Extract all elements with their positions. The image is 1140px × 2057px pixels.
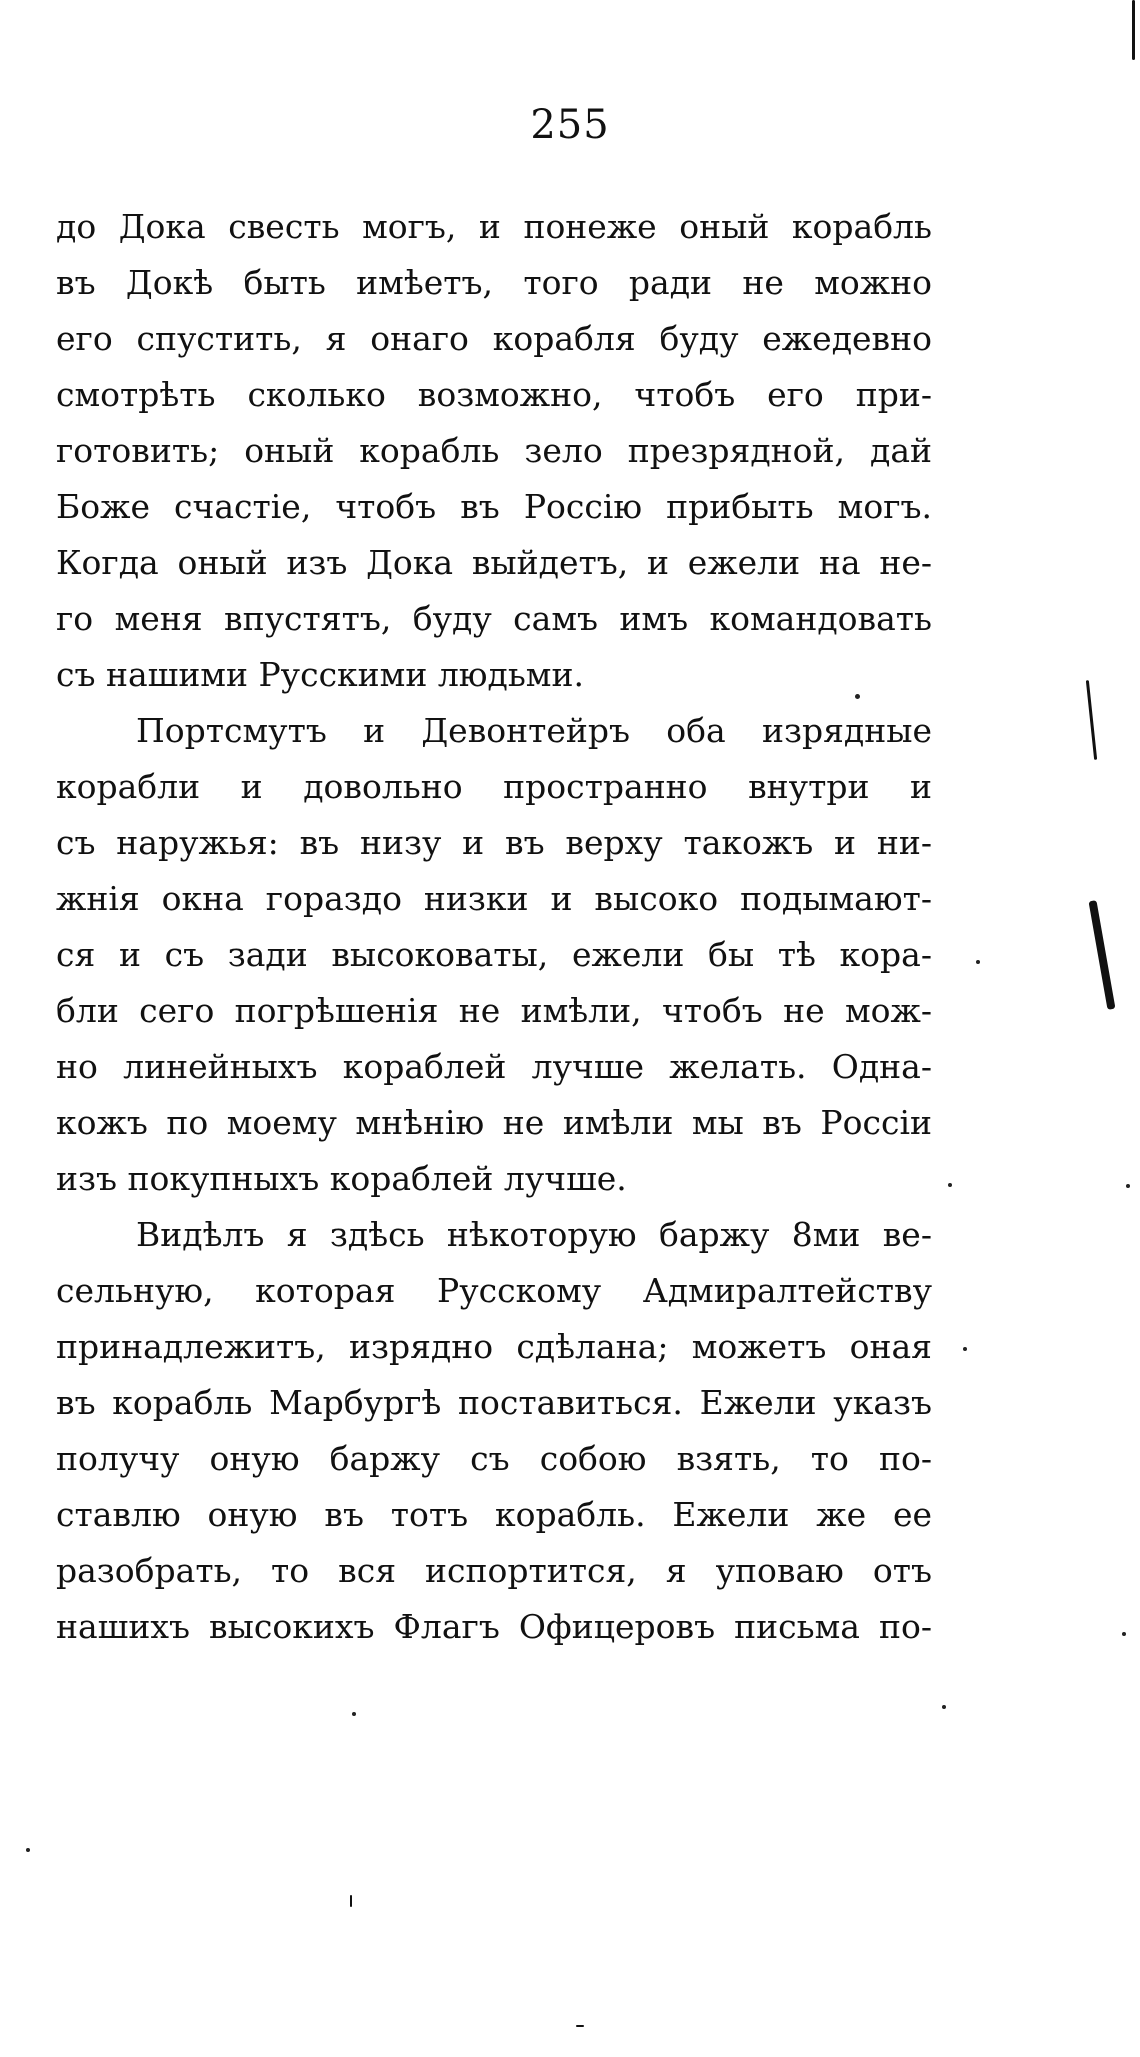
text-line: но линейныхъ кораблей лучше желать. Одна- [56,1047,932,1086]
text-line: получу оную баржу съ собою взять, то по- [56,1439,932,1478]
text-line: бли сего погрѣшенія не имѣли, чтобъ не мож- [56,991,932,1030]
text-line: съ нашими Русскими людьми. [56,655,584,694]
scan-speck [1122,1632,1126,1636]
scan-speck [26,1848,30,1852]
paragraph-1 [56,199,932,703]
scan-speck [576,2025,584,2027]
text-line: ставлю оную въ тотъ корабль. Ежели же ее [56,1495,932,1534]
page-number: 255 [530,102,610,148]
text-line: корабли и довольно пространно внутри и [56,767,932,806]
scan-speck [350,1895,352,1907]
scan-edge-mark [1086,680,1097,760]
scan-edge-mark [1089,900,1116,1010]
text-line: Видѣлъ я здѣсь нѣкоторую баржу 8ми ве- [136,1215,932,1254]
scan-speck [855,694,860,699]
text-line: смотрѣть сколько возможно, чтобъ его при- [56,375,932,414]
scan-speck [948,1183,952,1187]
text-line: нашихъ высокихъ Флагъ Офицеровъ письма по- [56,1607,932,1646]
paragraph-2 [56,703,932,1207]
scan-speck [976,960,980,964]
text-line: до Дока свесть могъ, и понеже оный корабль [56,207,932,246]
scan-speck [352,1712,356,1716]
text-line: въ корабль Марбургѣ поставиться. Ежели указъ [56,1383,932,1422]
text-line: разобрать, то вся испортится, я уповаю отъ [56,1551,932,1590]
text-line: изъ покупныхъ кораблей лучше. [56,1159,627,1198]
paragraph-3 [56,1207,932,1655]
text-line: Боже счастіе, чтобъ въ Россію прибыть могъ. [56,487,932,526]
scan-speck [963,1347,967,1351]
text-line: его спустить, я онаго корабля буду ежедевно [56,319,932,358]
text-line: сельную, которая Русскому Адмиралтейству [56,1271,932,1310]
text-line: го меня впустятъ, буду самъ имъ командовать [56,599,932,638]
text-line: кожъ по моему мнѣнію не имѣли мы въ Россіи [56,1103,932,1142]
text-line: съ наружья: въ низу и въ верху такожъ и ни- [56,823,932,862]
scan-speck [942,1705,946,1709]
scan-speck [1126,1184,1130,1188]
text-line: принадлежитъ, изрядно сдѣлана; можетъ оная [56,1327,932,1366]
text-line: въ Докѣ быть имѣетъ, того ради не можно [56,263,932,302]
text-line: готовить; оный корабль зело презрядной, дай [56,431,932,470]
text-line: Когда оный изъ Дока выйдетъ, и ежели на не- [56,543,932,582]
text-line: ся и съ зади высоковаты, ежели бы тѣ кора- [56,935,932,974]
text-line: Портсмутъ и Девонтейръ оба изрядные [136,711,932,750]
body-text [56,199,932,1655]
scan-edge-mark [1132,0,1135,60]
text-line: жнія окна гораздо низки и высоко подымают- [56,879,932,918]
